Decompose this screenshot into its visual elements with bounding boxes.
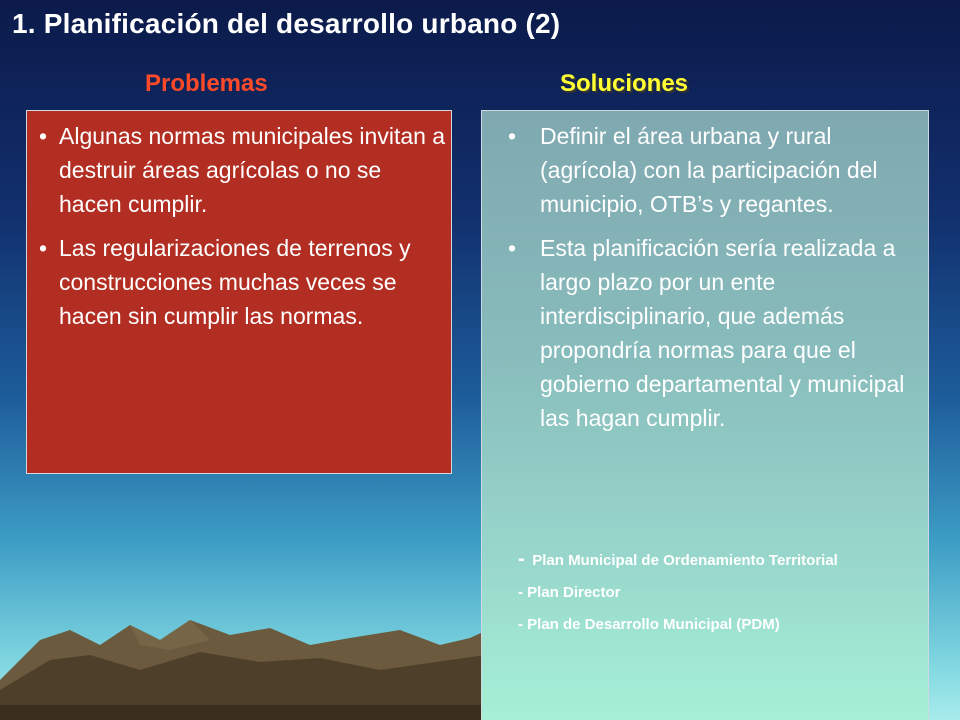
plan-item-2: - Plan Director <box>518 584 621 601</box>
plans-list <box>518 543 928 641</box>
solution-item-2: • Esta planificación sería realizada a largo plazo por un ente interdisciplinario, que además propondría normas para que el gobierno departamental y municipal las hagan cumplir. <box>508 231 918 435</box>
problem-item-2: • Las regularizaciones de terrenos y construcciones muchas veces se hacen sin cumplir las normas. <box>37 231 447 333</box>
plan-item-1-label: Plan Municipal de Ordenamiento Territorial <box>532 552 838 569</box>
solutions-box <box>481 110 929 720</box>
plan-item-3: - Plan de Desarrollo Municipal (PDM) <box>518 616 780 633</box>
solution-item-1: • Definir el área urbana y rural (agrícola) con la participación del municipio, OTB’s y regantes. <box>508 119 918 221</box>
problems-heading: Problemas <box>145 70 268 97</box>
slide-title: 1. Planificación del desarrollo urbano (2) <box>12 8 561 39</box>
solutions-list <box>508 119 918 445</box>
solutions-heading: Soluciones <box>560 70 689 97</box>
problem-item-1: • Algunas normas municipales invitan a destruir áreas agrícolas o no se hacen cumplir. <box>37 119 447 221</box>
plan-item-1 <box>518 543 928 577</box>
plan-dash: - <box>518 548 531 570</box>
problems-box <box>26 110 452 474</box>
problems-list <box>37 119 447 343</box>
